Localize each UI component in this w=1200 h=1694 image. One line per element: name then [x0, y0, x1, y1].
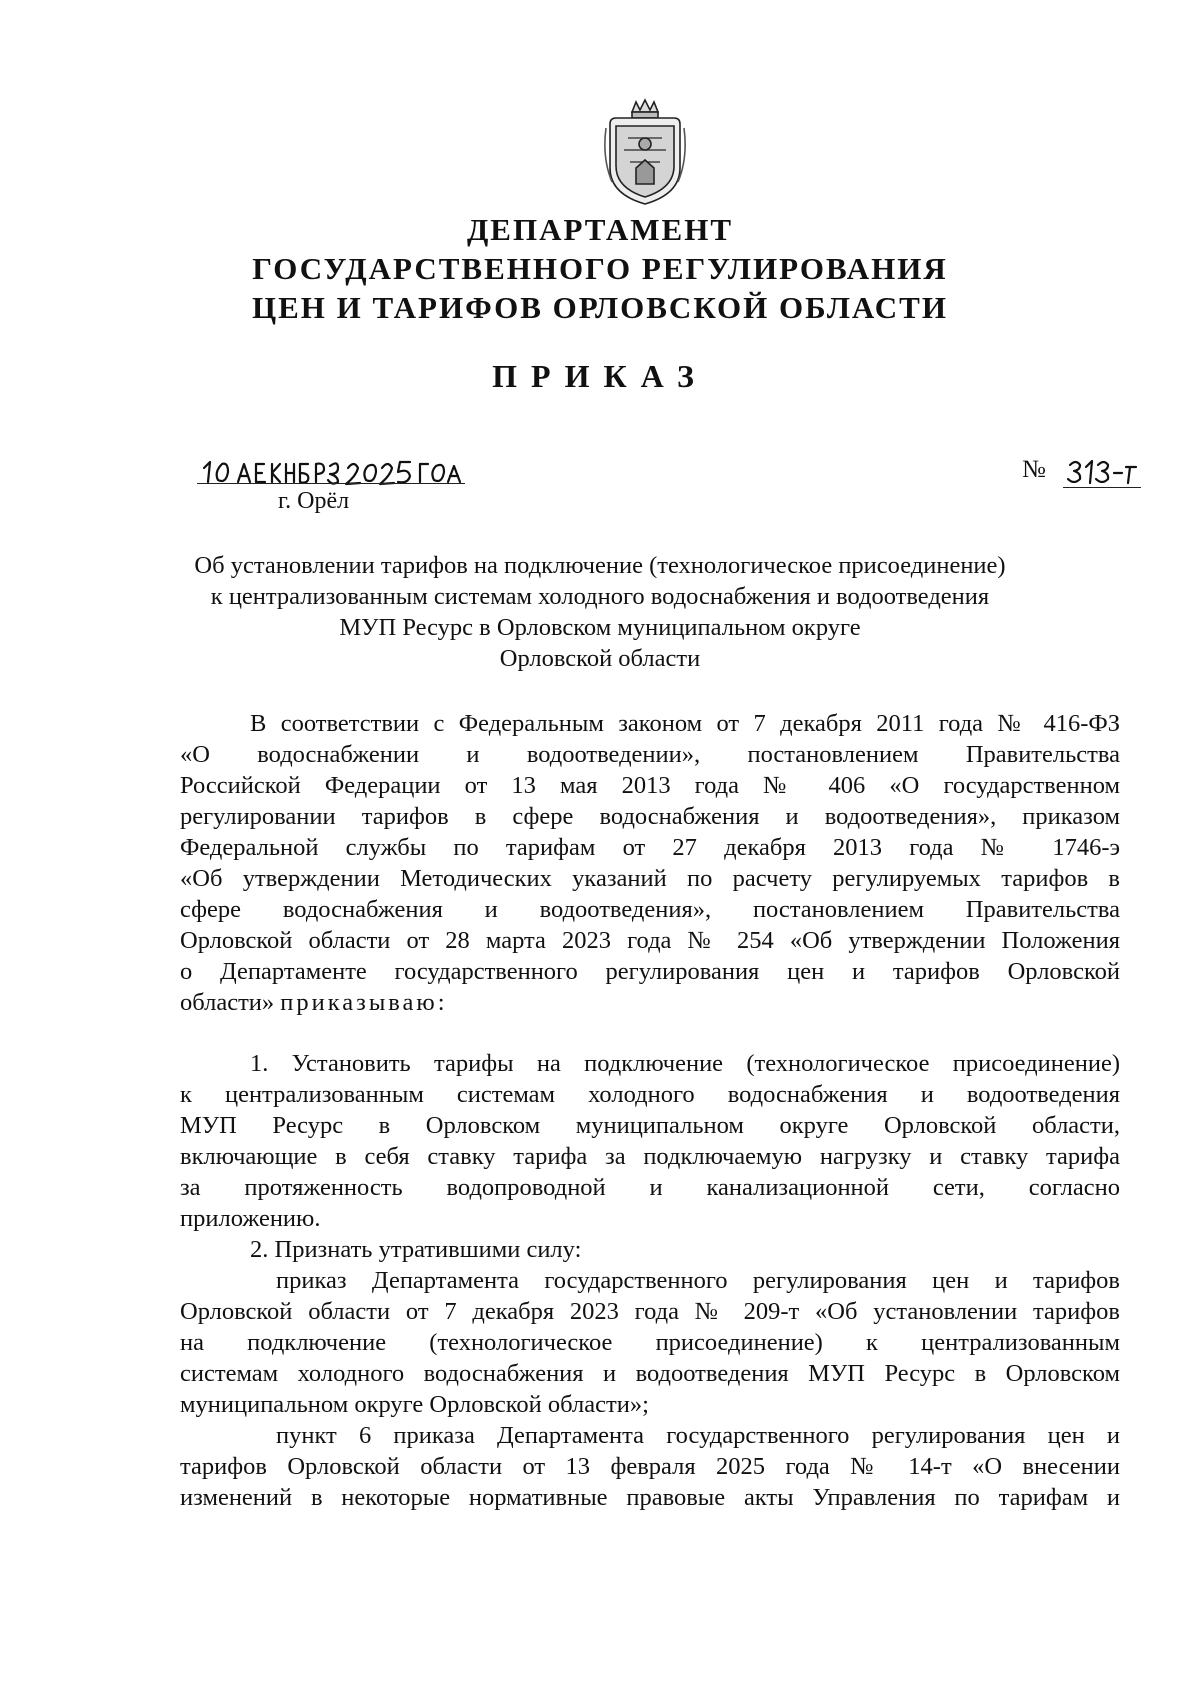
preamble-line: сфере водоснабжения и водоотведения», постановлением Правительства: [180, 896, 1120, 923]
department-name: [200, 210, 1000, 327]
preamble-line: «О водоснабжении и водоотведении», постановлением Правительства: [180, 741, 1120, 768]
item1-line: за протяженность водопроводной и канализационной сети, согласно: [180, 1174, 1120, 1201]
item-2: [180, 1234, 1120, 1513]
item2-para2-line: изменений в некоторые нормативные правовые акты Управления по тарифам и: [180, 1484, 1120, 1511]
preamble: [180, 708, 1120, 1018]
preamble-line: «Об утверждении Методических указаний по расчету регулируемых тарифов в: [180, 865, 1120, 892]
preamble-line: Орловской области от 28 марта 2023 года № 254 «Об утверждении Положения: [180, 927, 1120, 954]
item1-line: включающие в себя ставку тарифа за подключаемую нагрузку и ставку тарифа: [180, 1143, 1120, 1170]
subject-line: МУП Ресурс в Орловском муниципальном округе: [339, 614, 861, 641]
item-1: [180, 1048, 1120, 1234]
item2-heading: 2. Признать утратившими силу:: [250, 1236, 582, 1263]
item2-para1-line: Орловской области от 7 декабря 2023 года № 209-т «Об установлении тарифов: [180, 1298, 1120, 1325]
subject-line: Орловской области: [499, 645, 701, 672]
order-subject: [160, 550, 1040, 674]
number-underline: [1063, 487, 1141, 488]
item1-line: приложению.: [180, 1205, 321, 1232]
subject-line: Об установлении тарифов на подключение (технологическое присоединение): [194, 552, 1006, 579]
item1-line: к централизованным системам холодного водоснабжения и водоотведения: [180, 1081, 1120, 1108]
handwritten-number: [1066, 455, 1138, 487]
item2-para1-line: системам холодного водоснабжения и водоотведения МУП Ресурс в Орловском: [180, 1360, 1120, 1387]
department-line-2: ГОСУДАРСТВЕННОГО РЕГУЛИРОВАНИЯ: [252, 251, 948, 286]
preamble-line: о Департаменте государственного регулирования цен и тарифов Орловской: [180, 958, 1120, 985]
item2-para1-line: на подключение (технологическое присоединение) к централизованным: [180, 1329, 1120, 1356]
order-word: приказываю:: [280, 989, 448, 1016]
department-line-1: ДЕПАРТАМЕНТ: [466, 212, 734, 247]
preamble-last-line: [180, 987, 1120, 1018]
document-type: ПРИКАЗ: [492, 358, 708, 394]
preamble-line: Российской Федерации от 13 мая 2013 года № 406 «О государственном: [180, 772, 1120, 799]
item1-line: 1. Установить тарифы на подключение (технологическое присоединение): [250, 1050, 1120, 1077]
preamble-line: Федеральной службы по тарифам от 27 декабря 2013 года № 1746-э: [180, 834, 1120, 861]
item1-line: МУП Ресурс в Орловском муниципальном округе Орловской области,: [180, 1112, 1120, 1139]
city: г. Орёл: [278, 488, 350, 514]
preamble-line: В соответствии с Федеральным законом от 7 декабря 2011 года № 416-ФЗ: [250, 710, 1120, 737]
preamble-line: регулировании тарифов в сфере водоснабжения и водоотведения», приказом: [180, 803, 1120, 830]
subject-line: к централизованным системам холодного водоснабжения и водоотведения: [210, 583, 990, 610]
preamble-last-prefix: области»: [180, 989, 275, 1016]
item2-para1-line: муниципальном округе Орловской области»;: [180, 1391, 649, 1418]
item2-para1-line: приказ Департамента государственного регулирования цен и тарифов: [276, 1267, 1120, 1294]
coat-of-arms-icon: [602, 98, 688, 208]
item2-para2-line: пункт 6 приказа Департамента государственного регулирования цен и: [276, 1422, 1120, 1449]
department-line-3: ЦЕН И ТАРИФОВ ОРЛОВСКОЙ ОБЛАСТИ: [252, 290, 948, 325]
date-underline: [197, 483, 465, 484]
item2-para2-line: тарифов Орловской области от 13 февраля 2025 года № 14-т «О внесении: [180, 1453, 1120, 1480]
number-sign: №: [1022, 456, 1046, 483]
